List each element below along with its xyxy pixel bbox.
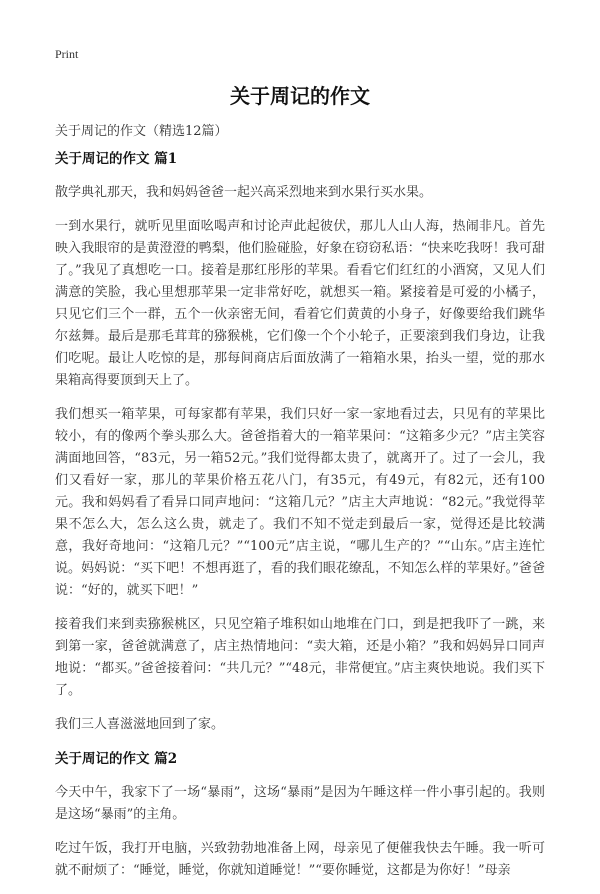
paragraph: 我们三人喜滋滋地回到了家。 [55, 717, 225, 732]
paragraph: 一到水果行，就听见里面吆喝声和讨论声此起彼伏，那儿人山人海，热闹非凡。首先映入我眼帘的是黄澄澄的鸭梨，他们脸碰脸，好象在窃窃私语：“快来吃我呀！我可甜了。”我见了真想吃一口。接着是那红彤彤的苹果。看看它们红红的小酒窝，又见人们满意的笑脸，我心里想那苹果一定非常好吃，就想买一箱。紧接着是可爱的小橘子，只见它们三个一群，五个一伙亲密无间，看着它们黄黄的小身子，好像要给我们跳华尔兹舞。最后是那毛茸茸的猕猴桃，它们像一个个小轮子，正要滚到我们身边，让我们吃呢。最让人吃惊的是，那每间商店后面放满了一箱箱水果，抬头一望，觉的那水果箱高得要顶到天上了。 [55, 219, 545, 388]
print-label[interactable]: Print [55, 47, 79, 61]
section-heading-2: 关于周记的作文 篇2 [55, 751, 178, 767]
document-subtitle: 关于周记的作文（精选12篇） [55, 124, 228, 139]
paragraph: 散学典礼那天，我和妈妈爸爸一起兴高采烈地来到水果行买水果。 [55, 185, 433, 200]
document-body [55, 148, 545, 894]
paragraph: 我们想买一箱苹果，可每家都有苹果，我们只好一家一家地看过去，只见有的苹果比较小，有的像两个拳头那么大。爸爸指着大的一箱苹果问：“这箱多少元？”店主笑容满面地回答，“83元，另一箱52元。”我们觉得都太贵了，就离开了。过了一会儿，我们又看好一家，那儿的苹果价格五花八门，有35元，有49元，有82元，还有100元。我和妈妈看了看异口同声地问：“这箱几元？”店主大声地说：“82元。”我觉得苹果不怎么大，怎么这么贵，就走了。我们不知不觉走到最后一家，觉得还是比较满意，我好奇地问：“这箱几元？”“100元”店主说，“哪儿生产的？”“山东。”店主连忙说。妈妈说：“买下吧！不想再逛了，看的我们眼花缭乱，不知怎么样的苹果好。”爸爸说：“好的，就买下吧！” [55, 407, 545, 598]
paragraph: 接着我们来到卖猕猴桃区，只见空箱子堆积如山地堆在门口，到是把我吓了一跳，来到第一家，爸爸就满意了，店主热情地问：“卖大箱，还是小箱？”我和妈妈异口同声地说：“都买。”爸爸接着问：“共几元？”“48元，非常便宜。”店主爽快地说。我们买下了。 [55, 617, 545, 698]
page-title: 关于周记的作文 [230, 84, 370, 108]
section-heading-1: 关于周记的作文 篇1 [55, 151, 178, 167]
paragraph: 吃过午饭，我打开电脑，兴致勃勃地准备上网，母亲见了便催我快去午睡。我一听可就不耐烦了：“睡觉，睡觉，你就知道睡觉！”“要你睡觉，这都是为你好！”母亲 [55, 841, 545, 878]
paragraph: 今天中午，我家下了一场“暴雨”，这场“暴雨”是因为午睡这样一件小事引起的。我则是这场“暴雨”的主角。 [55, 785, 545, 822]
